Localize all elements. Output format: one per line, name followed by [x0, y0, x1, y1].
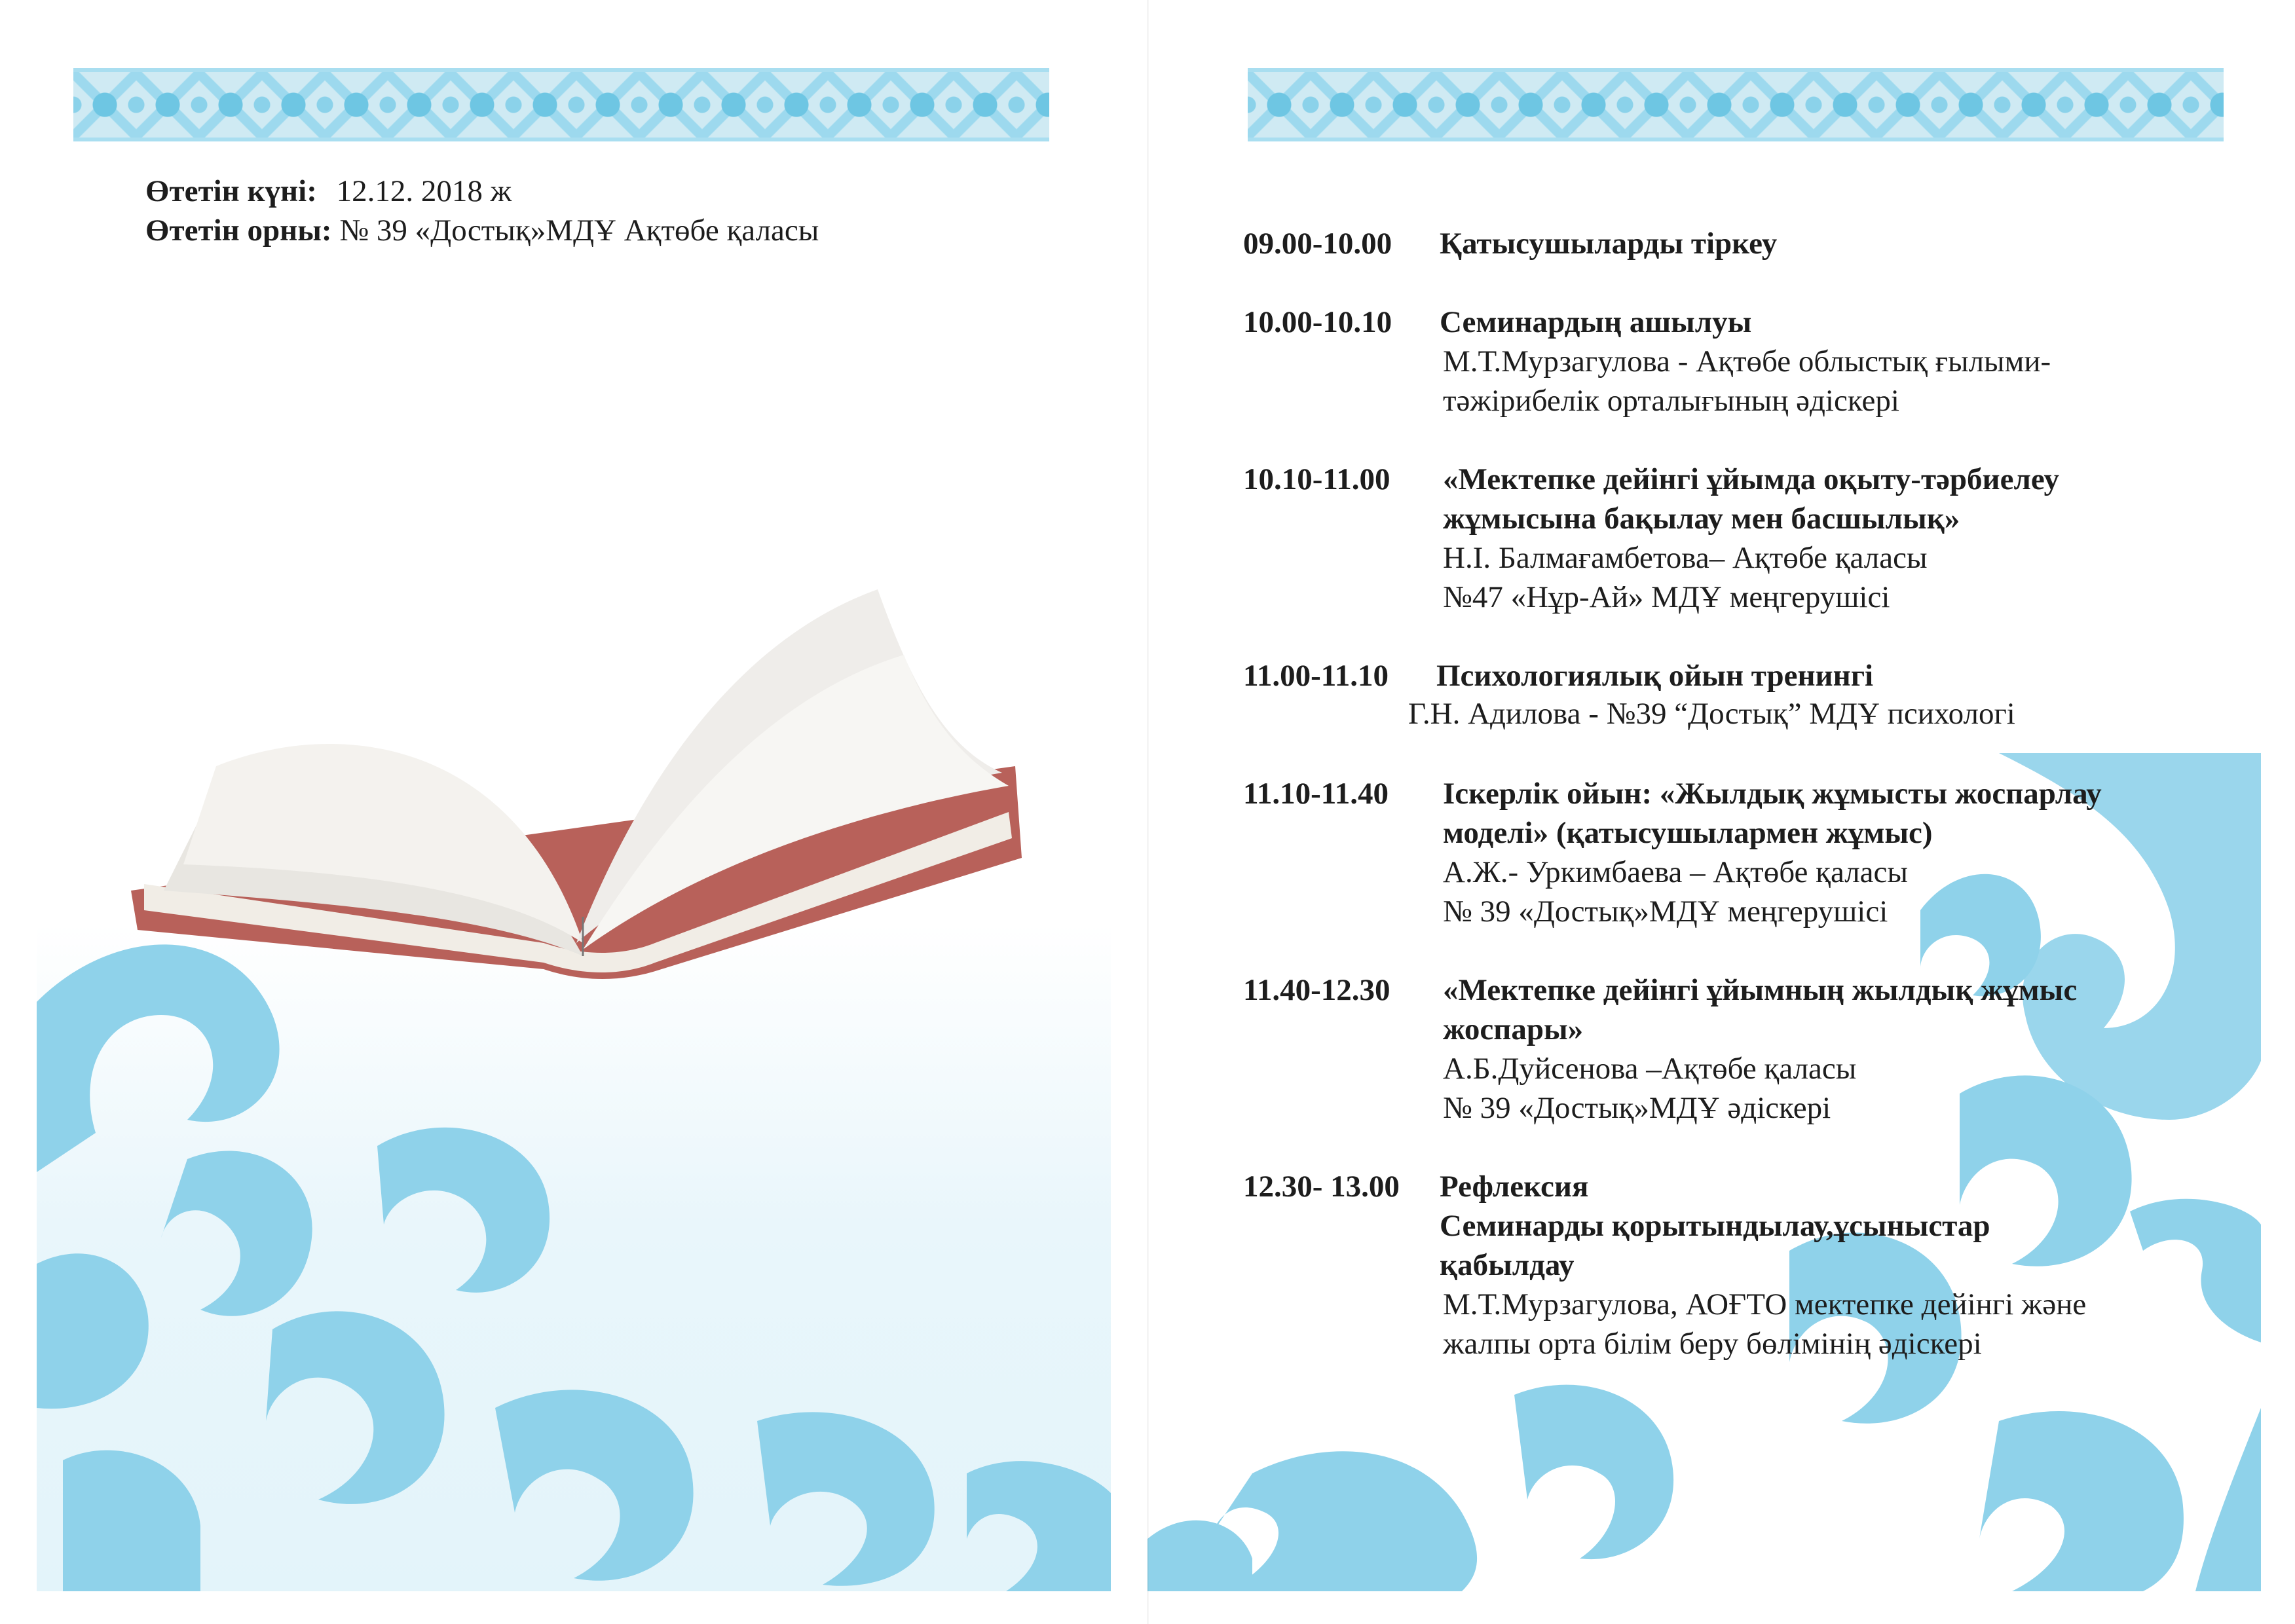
schedule-title: моделі» (қатысушылармен жұмыс): [1443, 816, 1933, 850]
schedule-time: 10.00-10.10: [1243, 305, 1392, 339]
schedule-detail: А.Ж.- Уркимбаева – Ақтөбе қаласы: [1443, 855, 1908, 889]
top-ornament-border: [1248, 68, 2224, 141]
schedule-detail: М.Т.Мурзагулова, АОҒТО мектепке дейінгі және: [1443, 1287, 2087, 1321]
right-page: [1148, 0, 2295, 1624]
schedule-detail: №47 «Нұр-Ай» МДҰ меңгерушісі: [1443, 580, 1890, 614]
event-place-value: № 39 «Достық»МДҰ Ақтөбе қаласы: [339, 213, 819, 248]
schedule-title: «Мектепке дейінгі ұйымда оқыту-тәрбиелеу: [1443, 462, 2060, 496]
schedule-title: жұмысына бақылау мен басшылық»: [1443, 502, 1960, 536]
schedule-detail: М.Т.Мурзагулова - Ақтөбе облыстық ғылыми-: [1443, 344, 2051, 378]
schedule-time: 12.30- 13.00: [1243, 1170, 1400, 1204]
event-place-label: Өтетін орны:: [145, 213, 332, 248]
schedule-time: 09.00-10.00: [1243, 227, 1392, 261]
page-fold-line: [1147, 0, 1149, 1624]
event-place-line: [145, 211, 819, 250]
schedule-title: Семинарды қорытындылау,ұсыныстар: [1440, 1209, 1990, 1243]
schedule-title: қабылдау: [1440, 1248, 1575, 1282]
top-ornament-border: [73, 68, 1049, 141]
schedule-title: Психологиялық ойын тренингі: [1436, 659, 1874, 693]
schedule-detail: жалпы орта білім беру бөлімінің әдіскері: [1443, 1327, 1982, 1361]
schedule-detail: № 39 «Достық»МДҰ әдіскері: [1443, 1091, 1831, 1125]
schedule-detail: № 39 «Достық»МДҰ меңгерушісі: [1443, 895, 1888, 929]
schedule-time: 11.40-12.30: [1243, 973, 1390, 1007]
schedule-detail: тәжірибелік орталығының әдіскері: [1443, 384, 1899, 418]
event-date-line: [145, 172, 819, 211]
schedule-detail: А.Б.Дуйсенова –Ақтөбе қаласы: [1443, 1052, 1857, 1086]
schedule-detail: Г.Н. Адилова - №39 “Достық” МДҰ психологі: [1408, 697, 2015, 731]
schedule-title: Рефлексия: [1440, 1170, 1589, 1204]
event-info: [145, 172, 819, 250]
schedule-detail: Н.І. Балмағамбетова– Ақтөбе қаласы: [1443, 541, 1928, 575]
schedule-time: 10.10-11.00: [1243, 462, 1390, 496]
event-date-label: Өтетін күні:: [145, 174, 317, 208]
schedule-time: 11.00-11.10: [1243, 659, 1389, 693]
schedule-title: Семинардың ашылуы: [1440, 305, 1752, 339]
schedule-title: Іскерлік ойын: «Жылдық жұмысты жоспарлау: [1443, 777, 2102, 811]
schedule-time: 11.10-11.40: [1243, 777, 1389, 811]
open-book-illustration: [124, 550, 1041, 995]
schedule-title: жоспары»: [1443, 1012, 1584, 1046]
event-date-value: 12.12. 2018 ж: [336, 174, 512, 208]
schedule-title: «Мектепке дейінгі ұйымның жылдық жұмыс: [1443, 973, 2078, 1007]
schedule-title: Қатысушыларды тіркеу: [1440, 227, 1778, 261]
